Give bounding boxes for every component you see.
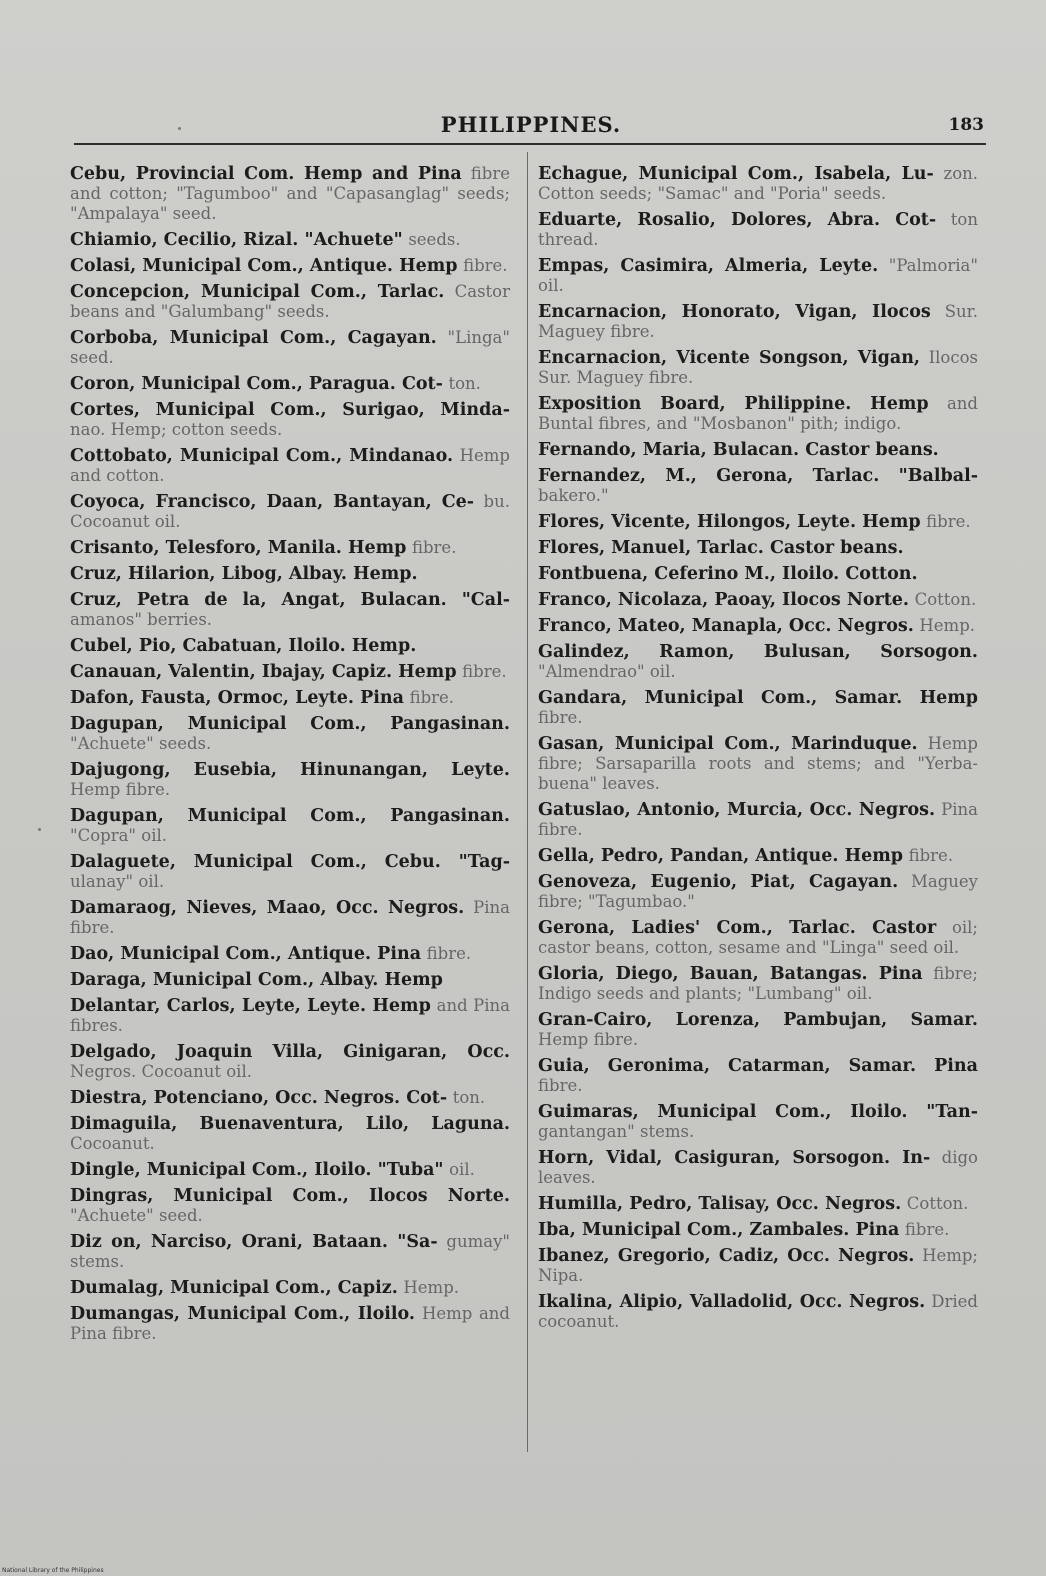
- entry-description: fibre.: [538, 708, 583, 727]
- directory-entry: [70, 806, 510, 846]
- entry-heading: Gatuslao, Antonio, Murcia, Occ. Negros.: [538, 800, 936, 820]
- entry-heading: Galindez, Ramon, Bulusan, Sorsogon.: [538, 642, 978, 662]
- entry-heading: Ikalina, Alipio, Valladolid, Occ. Negros.: [538, 1292, 926, 1312]
- directory-entry: [70, 996, 510, 1036]
- directory-entry: [538, 688, 978, 728]
- directory-entry: [538, 1102, 978, 1142]
- entry-description: Pina fibre.: [70, 898, 510, 937]
- entry-heading: Cruz, Petra de la, Angat, Bulacan. "Cal-: [70, 590, 510, 610]
- entry-description: Dried cocoanut.: [538, 1292, 978, 1331]
- entry-heading: Dimaguila, Buenaventura, Lilo, Laguna.: [70, 1114, 510, 1134]
- entry-description: Castor beans and "Galumbang" seeds.: [70, 282, 510, 321]
- entry-description: bakero.": [538, 486, 609, 505]
- entry-description: digo leaves.: [538, 1148, 978, 1187]
- entry-heading: Flores, Manuel, Tarlac. Castor beans.: [538, 538, 904, 558]
- directory-entry: [538, 538, 978, 558]
- directory-entry: [70, 852, 510, 892]
- directory-entry: [538, 1292, 978, 1332]
- entry-heading: Dagupan, Municipal Com., Pangasinan.: [70, 714, 510, 734]
- entry-description: amanos" berries.: [70, 610, 213, 629]
- entry-heading: Encarnacion, Vicente Songson, Vigan,: [538, 348, 921, 368]
- entry-description: and Pina fibres.: [70, 996, 510, 1035]
- entry-description: fibre.: [462, 662, 507, 681]
- entry-heading: Dao, Municipal Com., Antique. Pina: [70, 944, 422, 964]
- entry-description: fibre.: [409, 688, 455, 707]
- directory-entry: [70, 256, 510, 276]
- directory-entry: [538, 564, 978, 584]
- entry-heading: Cruz, Hilarion, Libog, Albay. Hemp.: [70, 564, 418, 584]
- entry-description: "Palmoria" oil.: [538, 256, 978, 295]
- entry-heading: Genoveza, Eugenio, Piat, Cagayan.: [538, 872, 899, 892]
- entry-description: oil; castor beans, cotton, sesame and "Linga" seed oil.: [538, 918, 978, 957]
- entry-heading: Gasan, Municipal Com., Marinduque.: [538, 734, 918, 754]
- entry-heading: Diz on, Narciso, Orani, Bataan. "Sa-: [70, 1232, 438, 1252]
- entry-description: gumay" stems.: [70, 1232, 510, 1271]
- entry-heading: Delantar, Carlos, Leyte, Leyte. Hemp: [70, 996, 431, 1016]
- directory-entry: [538, 616, 978, 636]
- entry-heading: Fernandez, M., Gerona, Tarlac. "Balbal-: [538, 466, 978, 486]
- entry-heading: Dajugong, Eusebia, Hinunangan, Leyte.: [70, 760, 510, 780]
- entry-description: fibre; Indigo seeds and plants; "Lumbang" oil.: [538, 964, 978, 1003]
- entry-heading: Gella, Pedro, Pandan, Antique. Hemp: [538, 846, 904, 866]
- entry-heading: Corboba, Municipal Com., Cagayan.: [70, 328, 437, 348]
- directory-entry: [538, 512, 978, 532]
- directory-entry: [70, 1186, 510, 1226]
- entry-heading: Eduarte, Rosalio, Dolores, Abra. Cot-: [538, 210, 937, 230]
- directory-entry: [538, 466, 978, 506]
- entry-heading: Gerona, Ladies' Com., Tarlac. Castor: [538, 918, 937, 938]
- directory-entry: [70, 590, 510, 630]
- right-column: [538, 164, 978, 1338]
- directory-entry: [70, 898, 510, 938]
- entry-description: fibre.: [411, 538, 457, 557]
- entry-description: fibre.: [426, 944, 472, 963]
- directory-entry: [538, 964, 978, 1004]
- entry-description: Hemp.: [403, 1278, 460, 1297]
- entry-description: ulanay" oil.: [70, 872, 165, 891]
- directory-entry: [70, 1232, 510, 1272]
- entry-heading: Fontbuena, Ceferino M., Iloilo. Cotton.: [538, 564, 918, 584]
- directory-entry: [70, 328, 510, 368]
- library-credit: National Library of the Philippines: [2, 1567, 104, 1574]
- entry-description: fibre.: [908, 846, 954, 865]
- header-rule: [74, 143, 986, 145]
- entry-description: Hemp.: [919, 616, 976, 635]
- entry-description: fibre.: [904, 1220, 950, 1239]
- entry-description: Cotton.: [914, 590, 977, 609]
- entry-description: Pina fibre.: [538, 800, 978, 839]
- directory-entry: [70, 760, 510, 800]
- directory-entry: [538, 734, 978, 794]
- entry-heading: Dafon, Fausta, Ormoc, Leyte. Pina: [70, 688, 404, 708]
- directory-entry: [70, 1278, 510, 1298]
- entry-description: fibre and cotton; "Tagumboo" and "Capasanglag" seeds; "Ampalaya" seed.: [70, 164, 510, 223]
- entry-heading: Chiamio, Cecilio, Rizal. "Achuete": [70, 230, 403, 250]
- directory-entry: [538, 846, 978, 866]
- directory-entry: [538, 164, 978, 204]
- entry-heading: Guimaras, Municipal Com., Iloilo. "Tan-: [538, 1102, 978, 1122]
- directory-entry: [538, 918, 978, 958]
- directory-entry: [538, 1010, 978, 1050]
- entry-heading: Gandara, Municipal Com., Samar. Hemp: [538, 688, 978, 708]
- directory-entry: [70, 374, 510, 394]
- directory-entry: [70, 636, 510, 656]
- directory-entry: [70, 492, 510, 532]
- directory-entry: [70, 538, 510, 558]
- entry-description: Ilocos Sur. Maguey fibre.: [538, 348, 978, 387]
- entry-heading: Iba, Municipal Com., Zambales. Pina: [538, 1220, 900, 1240]
- directory-entry: [538, 348, 978, 388]
- column-divider: [527, 152, 528, 1452]
- entry-description: Hemp; Nipa.: [538, 1246, 978, 1285]
- directory-entry: [538, 394, 978, 434]
- entry-heading: Canauan, Valentin, Ibajay, Capiz. Hemp: [70, 662, 457, 682]
- directory-entry: [538, 440, 978, 460]
- directory-entry: [70, 564, 510, 584]
- entry-heading: Encarnacion, Honorato, Vigan, Ilocos: [538, 302, 931, 322]
- directory-entry: [70, 446, 510, 486]
- directory-entry: [538, 1220, 978, 1240]
- entry-heading: Dumalag, Municipal Com., Capiz.: [70, 1278, 398, 1298]
- entry-heading: Fernando, Maria, Bulacan. Castor beans.: [538, 440, 939, 460]
- entry-description: and Buntal fibres, and "Mosbanon" pith; indigo.: [538, 394, 978, 433]
- directory-entry: [538, 1194, 978, 1214]
- entry-heading: Humilla, Pedro, Talisay, Occ. Negros.: [538, 1194, 902, 1214]
- directory-entry: [70, 1042, 510, 1082]
- directory-entry: [70, 688, 510, 708]
- entry-heading: Exposition Board, Philippine. Hemp: [538, 394, 929, 414]
- entry-heading: Franco, Mateo, Manapla, Occ. Negros.: [538, 616, 914, 636]
- entry-heading: Colasi, Municipal Com., Antique. Hemp: [70, 256, 458, 276]
- directory-entry: [70, 714, 510, 754]
- directory-entry: [70, 230, 510, 250]
- entry-description: Hemp and Pina fibre.: [70, 1304, 510, 1343]
- entry-heading: Gran-Cairo, Lorenza, Pambujan, Samar.: [538, 1010, 978, 1030]
- entry-description: Negros. Cocoanut oil.: [70, 1062, 252, 1081]
- entry-heading: Cottobato, Municipal Com., Mindanao.: [70, 446, 454, 466]
- entry-heading: Dumangas, Municipal Com., Iloilo.: [70, 1304, 415, 1324]
- directory-entry: [538, 210, 978, 250]
- entry-heading: Empas, Casimira, Almeria, Leyte.: [538, 256, 879, 276]
- page-header: [78, 112, 984, 140]
- entry-description: Hemp fibre; Sarsaparilla roots and stems; and "Yerba-buena" leaves.: [538, 734, 978, 793]
- entry-heading: Cubel, Pio, Cabatuan, Iloilo. Hemp.: [70, 636, 417, 656]
- entry-heading: Cebu, Provincial Com. Hemp and Pina: [70, 164, 462, 184]
- directory-entry: [70, 164, 510, 224]
- entry-description: gantangan" stems.: [538, 1122, 695, 1141]
- entry-description: "Achuete" seed.: [70, 1206, 203, 1225]
- page-number: 183: [948, 115, 984, 135]
- left-column: [70, 164, 510, 1350]
- directory-entry: [70, 1088, 510, 1108]
- print-speck: [38, 828, 41, 831]
- entry-heading: Damaraog, Nieves, Maao, Occ. Negros.: [70, 898, 465, 918]
- directory-entry: [70, 944, 510, 964]
- entry-heading: Delgado, Joaquin Villa, Ginigaran, Occ.: [70, 1042, 510, 1062]
- entry-heading: Coyoca, Francisco, Daan, Bantayan, Ce-: [70, 492, 475, 512]
- entry-description: "Copra" oil.: [70, 826, 168, 845]
- entry-heading: Horn, Vidal, Casiguran, Sorsogon. In-: [538, 1148, 931, 1168]
- entry-heading: Echague, Municipal Com., Isabela, Lu-: [538, 164, 934, 184]
- entry-heading: Dingras, Municipal Com., Ilocos Norte.: [70, 1186, 510, 1206]
- entry-description: Maguey fibre; "Tagumbao.": [538, 872, 978, 911]
- entry-description: fibre.: [926, 512, 971, 531]
- entry-description: ton thread.: [538, 210, 978, 249]
- entry-heading: Daraga, Municipal Com., Albay. Hemp: [70, 970, 443, 990]
- entry-description: ton.: [448, 374, 481, 393]
- directory-entry: [538, 1148, 978, 1188]
- directory-entry: [538, 642, 978, 682]
- entry-description: Hemp and cotton.: [70, 446, 510, 485]
- directory-entry: [538, 1056, 978, 1096]
- entry-description: bu. Cocoanut oil.: [70, 492, 510, 531]
- directory-entry: [538, 800, 978, 840]
- entry-heading: Cortes, Municipal Com., Surigao, Minda-: [70, 400, 510, 420]
- entry-description: zon. Cotton seeds; "Samac" and "Poria" seeds.: [538, 164, 978, 203]
- directory-entry: [538, 872, 978, 912]
- directory-entry: [538, 302, 978, 342]
- entry-heading: Guia, Geronima, Catarman, Samar. Pina: [538, 1056, 978, 1076]
- entry-description: ton.: [452, 1088, 486, 1107]
- directory-entry: [538, 1246, 978, 1286]
- entry-description: fibre.: [538, 1076, 583, 1095]
- entry-description: "Linga" seed.: [70, 328, 510, 367]
- entry-heading: Diestra, Potenciano, Occ. Negros. Cot-: [70, 1088, 448, 1108]
- directory-entry: [70, 282, 510, 322]
- entry-heading: Gloria, Diego, Bauan, Batangas. Pina: [538, 964, 923, 984]
- directory-entry: [70, 400, 510, 440]
- entry-heading: Flores, Vicente, Hilongos, Leyte. Hemp: [538, 512, 921, 532]
- entry-heading: Dalaguete, Municipal Com., Cebu. "Tag-: [70, 852, 510, 872]
- entry-heading: Coron, Municipal Com., Paragua. Cot-: [70, 374, 443, 394]
- entry-description: "Achuete" seeds.: [70, 734, 212, 753]
- entry-description: nao. Hemp; cotton seeds.: [70, 420, 283, 439]
- entry-heading: Dingle, Municipal Com., Iloilo. "Tuba": [70, 1160, 444, 1180]
- print-speck: [178, 127, 181, 130]
- entry-description: Hemp fibre.: [538, 1030, 639, 1049]
- page-title: PHILIPPINES.: [440, 112, 622, 137]
- entry-description: Sur. Maguey fibre.: [538, 302, 978, 341]
- entry-heading: Dagupan, Municipal Com., Pangasinan.: [70, 806, 510, 826]
- entry-description: fibre.: [463, 256, 508, 275]
- entry-description: Cocoanut.: [70, 1134, 155, 1153]
- entry-heading: Concepcion, Municipal Com., Tarlac.: [70, 282, 445, 302]
- entry-description: seeds.: [408, 230, 461, 249]
- entry-heading: Ibanez, Gregorio, Cadiz, Occ. Negros.: [538, 1246, 915, 1266]
- directory-entry: [70, 1304, 510, 1344]
- directory-entry: [538, 256, 978, 296]
- directory-entry: [70, 662, 510, 682]
- directory-entry: [70, 1160, 510, 1180]
- directory-entry: [70, 1114, 510, 1154]
- directory-entry: [538, 590, 978, 610]
- entry-heading: Crisanto, Telesforo, Manila. Hemp: [70, 538, 407, 558]
- directory-entry: [70, 970, 510, 990]
- entry-description: "Almendrao" oil.: [538, 662, 676, 681]
- entry-description: Cotton.: [906, 1194, 969, 1213]
- entry-description: Hemp fibre.: [70, 780, 171, 799]
- entry-heading: Franco, Nicolaza, Paoay, Ilocos Norte.: [538, 590, 910, 610]
- entry-description: oil.: [449, 1160, 475, 1179]
